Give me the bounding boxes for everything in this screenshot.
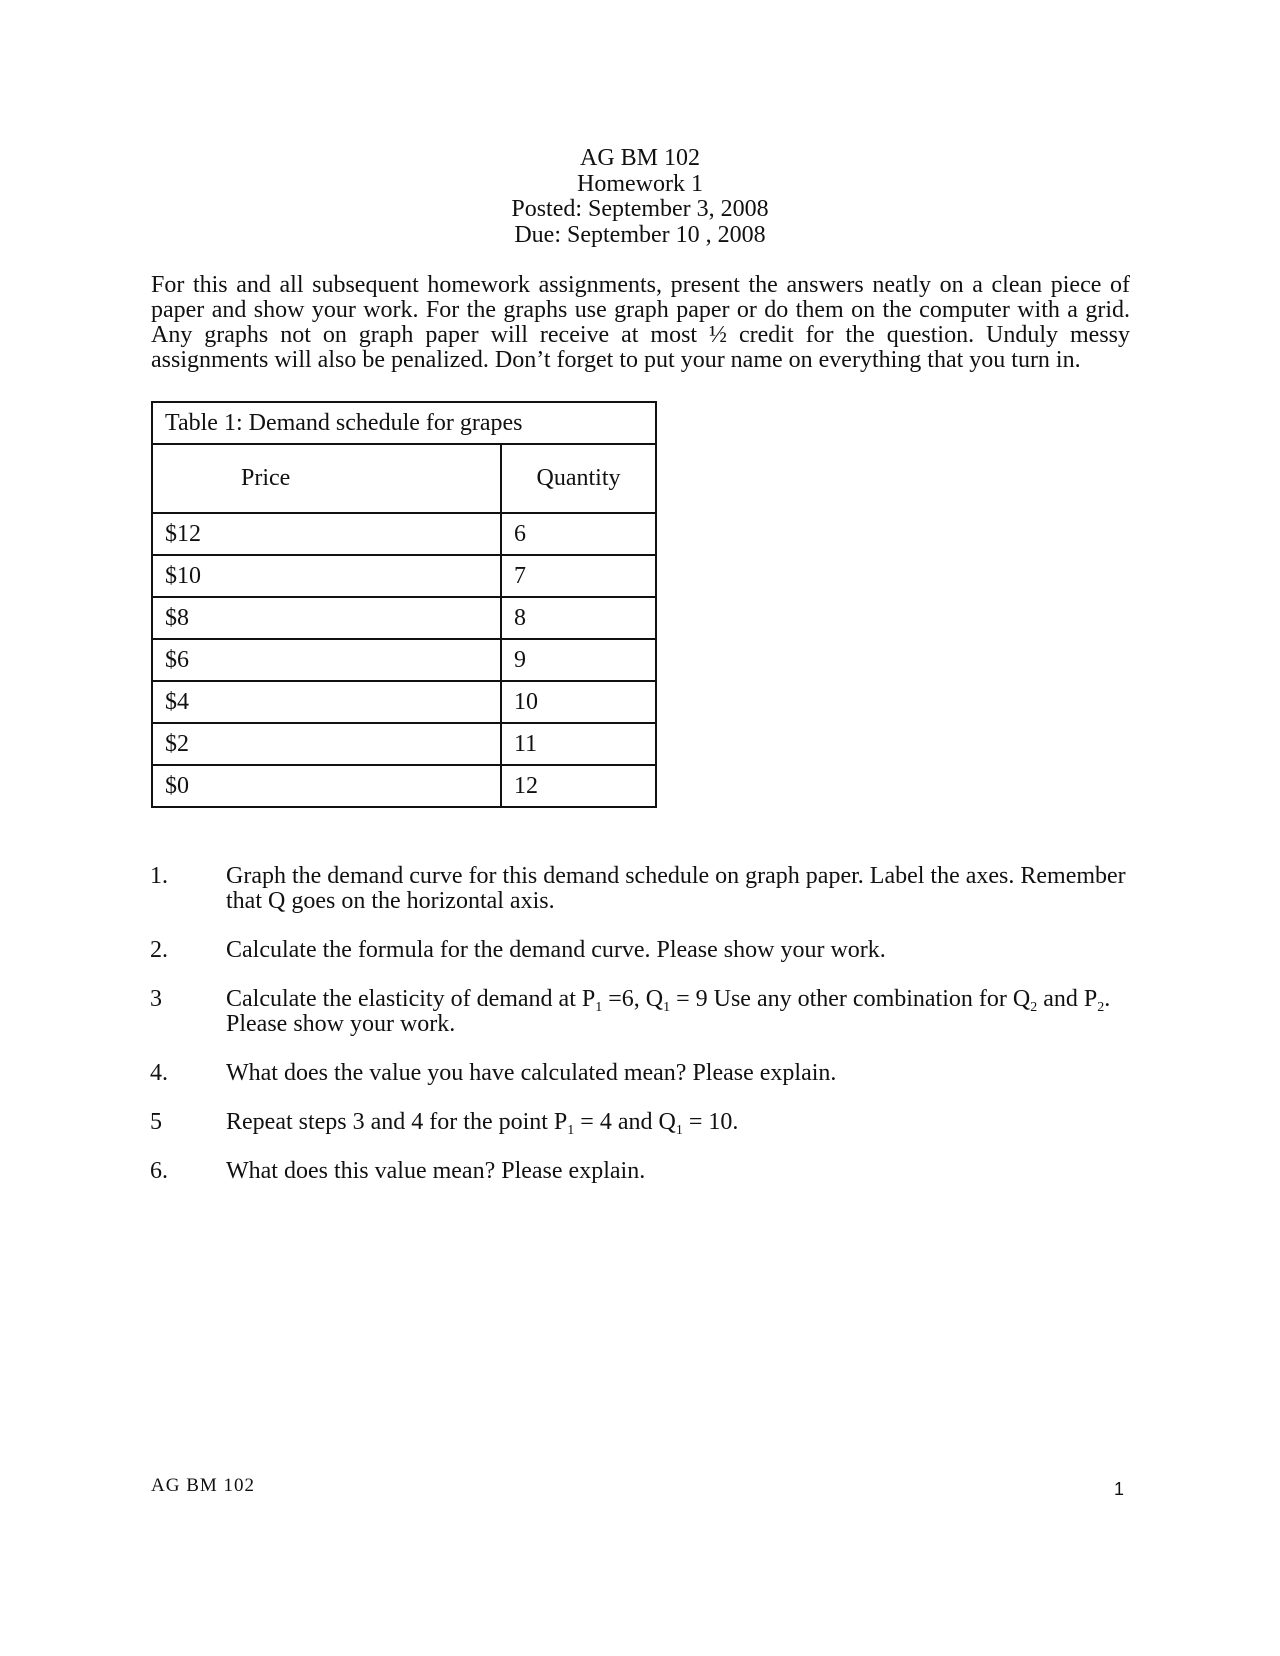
subscript: 1 [595, 1000, 603, 1015]
quantity-cell: 8 [501, 597, 656, 639]
quantity-column-header: Quantity [501, 444, 656, 513]
homework-title: Homework 1 [577, 170, 703, 197]
question-number: 2. [150, 937, 168, 963]
question-text [226, 987, 1130, 1037]
price-cell: $0 [152, 765, 501, 807]
table-header-row [152, 444, 656, 513]
document-header [0, 146, 1280, 248]
quantity-cell: 11 [501, 723, 656, 765]
course-code: AG BM 102 [579, 145, 700, 171]
question-text-part: = 4 and Q [574, 1109, 676, 1135]
question-5 [150, 1109, 1130, 1138]
question-text: Calculate the formula for the demand curve. Please show your work. [226, 937, 886, 963]
question-number: 4. [150, 1060, 168, 1086]
question-text-part: = 10. [682, 1109, 739, 1135]
demand-table [151, 401, 657, 808]
question-list [150, 864, 1130, 1208]
question-text-part: Calculate the elasticity of demand at P [226, 986, 596, 1012]
question-6 [150, 1159, 1130, 1184]
quantity-cell: 10 [501, 681, 656, 723]
quantity-cell: 12 [501, 765, 656, 807]
table-row [152, 723, 656, 765]
price-cell: $8 [152, 597, 501, 639]
price-column-header: Price [152, 444, 501, 513]
footer-course-code: AG BM 102 [151, 1475, 256, 1496]
intro-paragraph: For this and all subsequent homework assignments, present the answers neatly on a clean piece of paper and show your work. For the graphs use graph paper or do them on the computer with a grid. Any graphs not on graph paper will receive at most ½ credit for the question. Unduly messy assignments will also be penalized. Don’t forget to put your name on everything that you turn in. [151, 272, 1130, 373]
question-3 [150, 987, 1130, 1037]
question-number: 6. [150, 1158, 168, 1184]
price-cell: $2 [152, 723, 501, 765]
subscript: 2 [1030, 1000, 1038, 1015]
price-cell: $4 [152, 681, 501, 723]
question-text [226, 1109, 1130, 1138]
subscript: 1 [663, 1000, 671, 1015]
price-cell: $12 [152, 513, 501, 555]
subscript: 2 [1097, 1000, 1105, 1015]
subscript: 1 [675, 1123, 683, 1138]
question-2 [150, 938, 1130, 963]
question-text-part: Repeat steps 3 and 4 for the point P [226, 1109, 568, 1135]
table-row [152, 597, 656, 639]
quantity-cell: 7 [501, 555, 656, 597]
posted-date: Posted: September 3, 2008 [511, 196, 769, 222]
question-number: 1. [150, 863, 168, 889]
question-number: 3 [150, 986, 162, 1012]
question-text-part: and P [1037, 986, 1098, 1012]
subscript: 1 [567, 1123, 575, 1138]
quantity-cell: 9 [501, 639, 656, 681]
due-date: Due: September 10 , 2008 [514, 221, 766, 248]
price-cell: $10 [152, 555, 501, 597]
question-text: What does the value you have calculated mean? Please explain. [226, 1060, 837, 1086]
table-caption: Table 1: Demand schedule for grapes [152, 402, 656, 444]
page-number: 1 [1114, 1479, 1125, 1499]
question-text: Graph the demand curve for this demand schedule on graph paper. Label the axes. Remember that Q goes on the horizontal axis. [226, 863, 1126, 914]
table-row [152, 765, 656, 807]
price-cell: $6 [152, 639, 501, 681]
table-row [152, 681, 656, 723]
table-row [152, 639, 656, 681]
quantity-cell: 6 [501, 513, 656, 555]
table-row [152, 555, 656, 597]
table-row [152, 513, 656, 555]
question-text-part: = 9 Use any other combination for Q [670, 986, 1031, 1012]
question-1 [150, 864, 1130, 914]
question-number: 5 [150, 1109, 162, 1135]
question-text-part: . Please show your work. [226, 986, 1111, 1037]
question-4 [150, 1061, 1130, 1086]
question-text: What does this value mean? Please explain. [226, 1158, 646, 1184]
table-caption-row [152, 402, 656, 444]
question-text-part: =6, Q [602, 986, 664, 1012]
